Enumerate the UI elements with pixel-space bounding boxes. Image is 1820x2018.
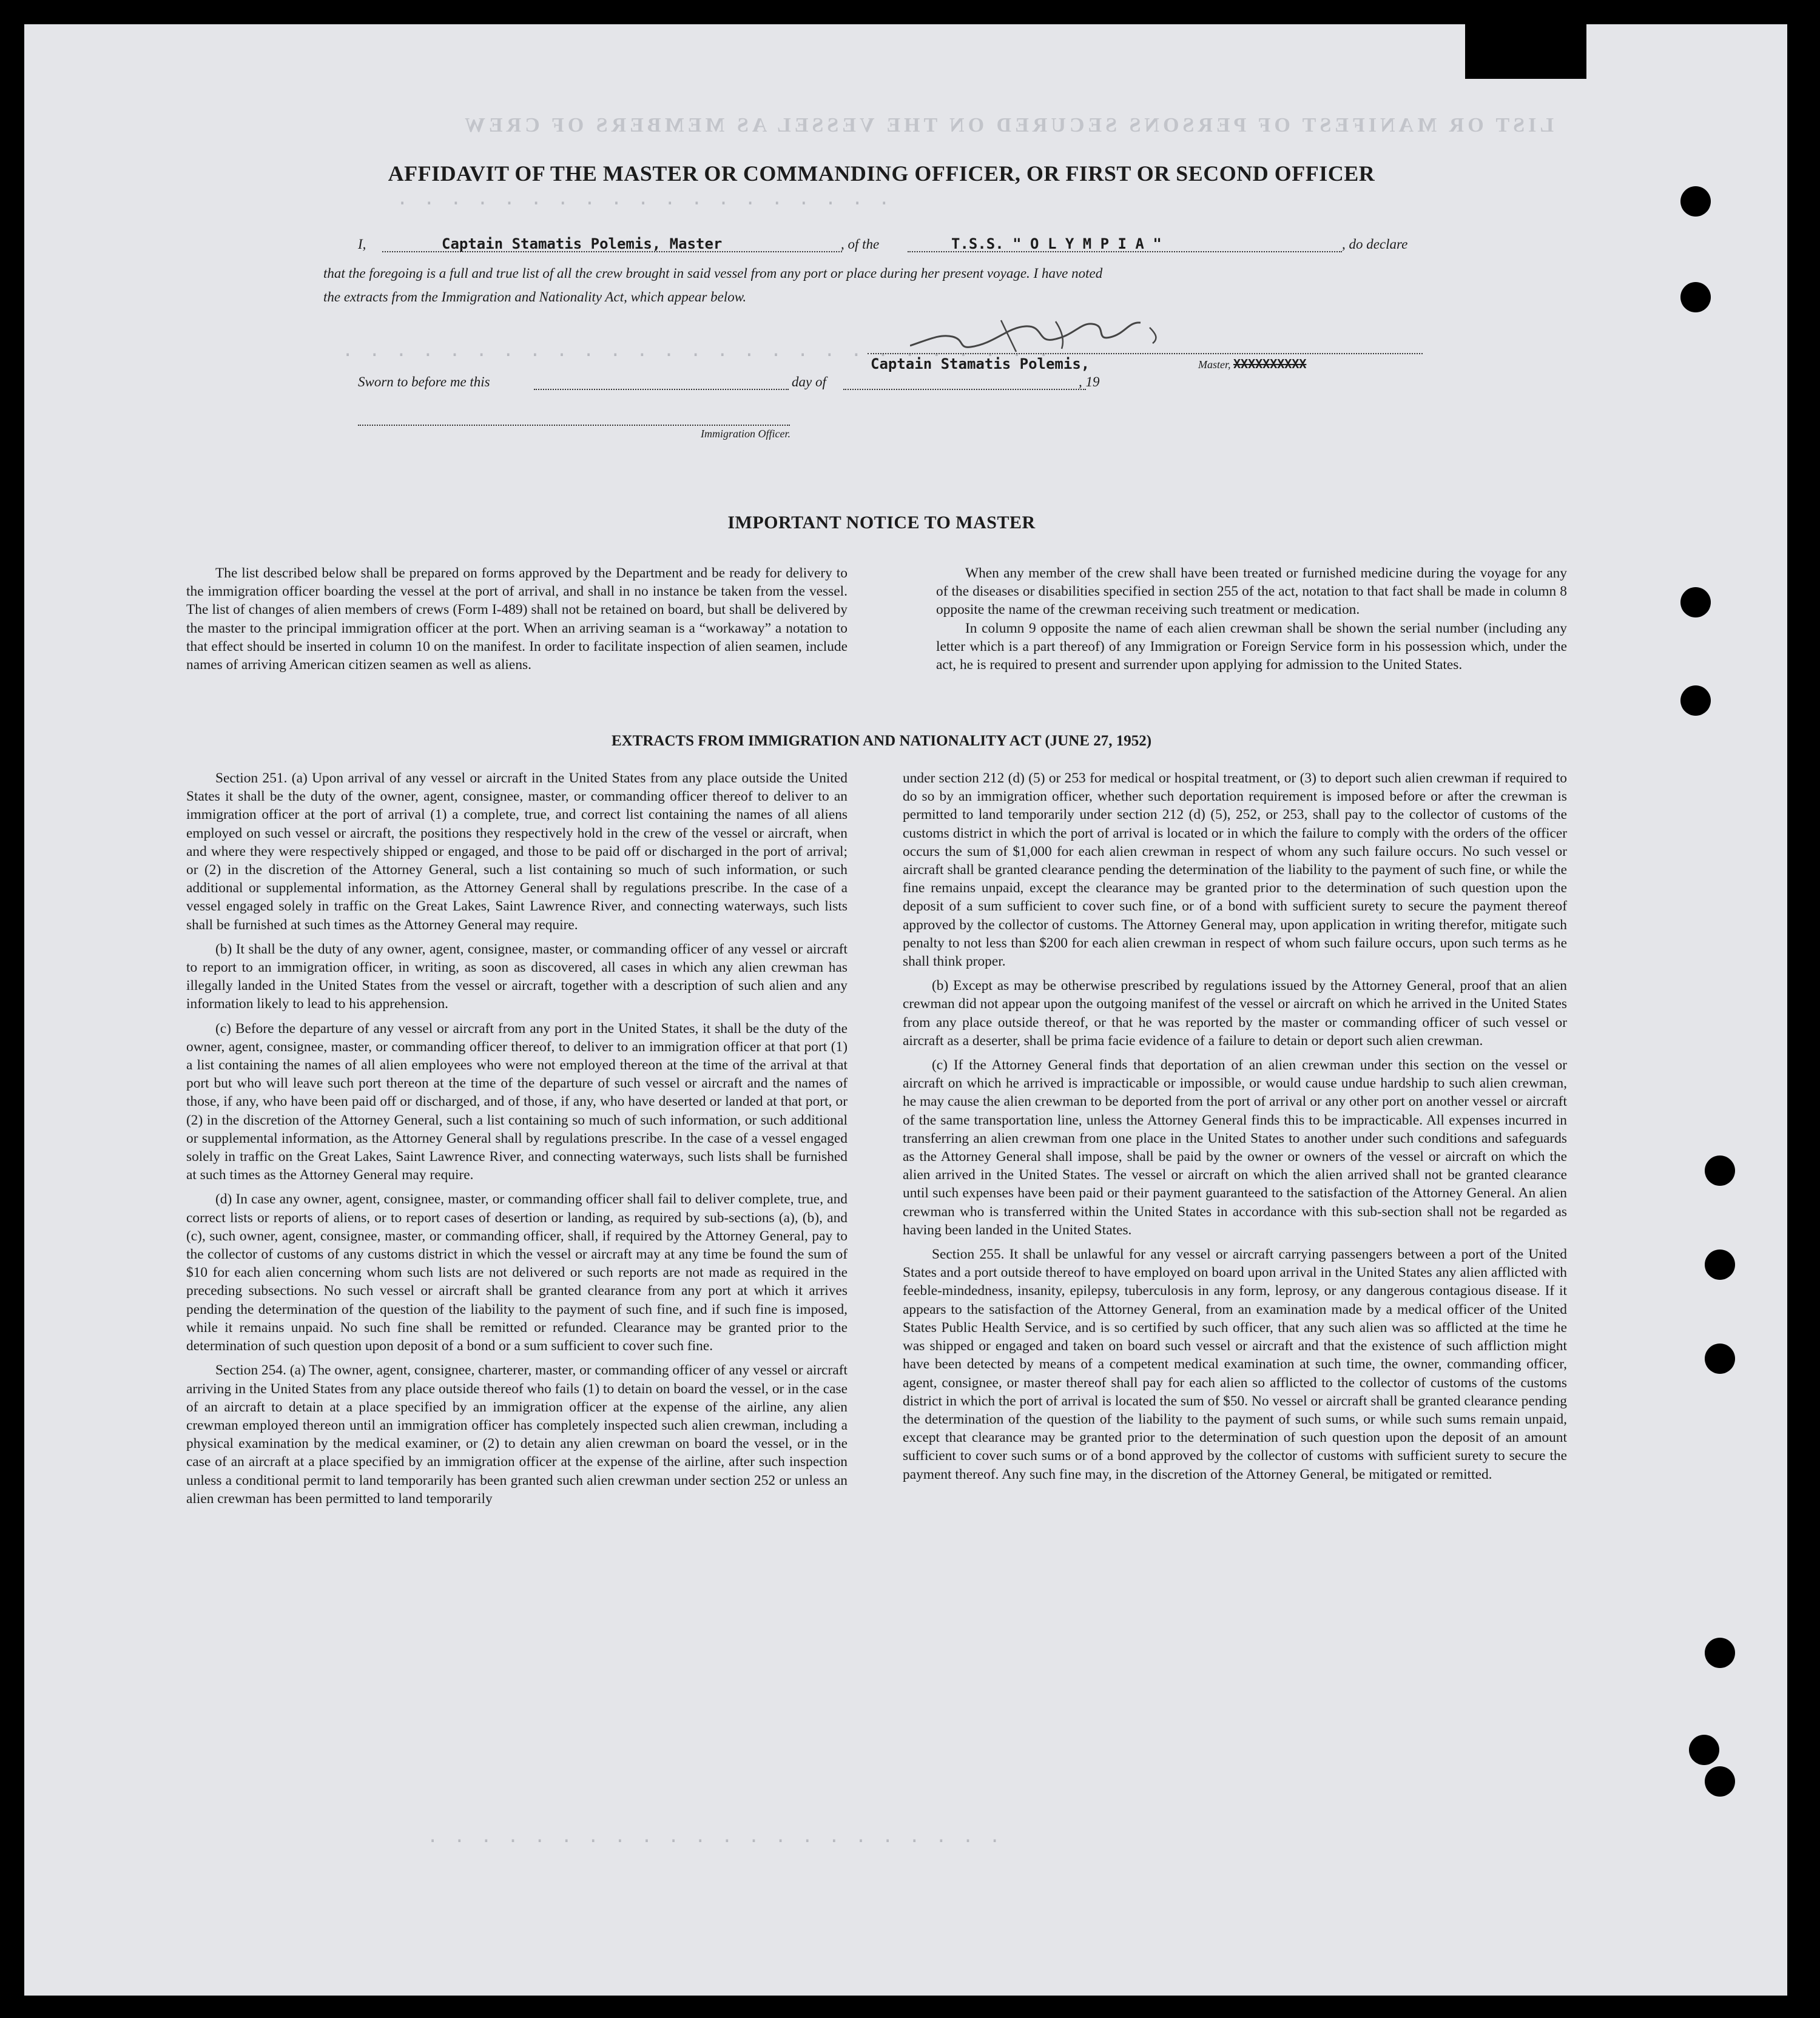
section-251a: Section 251. (a) Upon arrival of any vessel or aircraft in the United States from any place outside the United States it shall be the duty of the owner, agent, consignee, master, or commanding officer thereof to deliver to an immigration officer at the port of arrival (1) a complete, true, and correct list containing the names of all aliens employed on such vessel or aircraft, the positions they respectively hold in the crew of the vessel or aircraft, when and where they were respectively shipped or engaged, and those to be paid off or discharged in the port of arrival; or (2) in the discretion of the Attorney General, such a list containing so much of such information, or such additional or supplemental information, as the Attorney General shall by regulations prescribe. In the case of a vessel engaged solely in traffic on the Great Lakes, Saint Lawrence River, and connecting waterways, such lists shall be furnished at such times as the Attorney General may require. (186, 770, 848, 933)
of-the-label: , of the (841, 237, 880, 252)
notice-paragraph: In column 9 opposite the name of each alien crewman shall be shown the serial number (including any letter which is a part thereof) of any Immigration or Foreign Service form in his possession which, under the act, he is required to present and surrender upon applying for admission to the United States. (936, 620, 1567, 673)
notice-right-column (936, 564, 1567, 680)
signed-name: Captain Stamatis Polemis, (871, 355, 1090, 372)
binder-hole (1689, 1735, 1719, 1765)
immigration-officer-line (358, 425, 790, 426)
binder-hole (1705, 1344, 1735, 1374)
binder-hole (1680, 282, 1711, 312)
month-field (843, 389, 1086, 390)
signature-line (868, 353, 1423, 354)
section-254a: Section 254. (a) The owner, agent, consignee, charterer, master, or commanding officer of any vessel or aircraft arriving in the United States from any place outside thereof who fails (1) to detain on board the vessel, or in the case of an aircraft to detain at a place specified by an immigration officer at the expense of the airline, any alien crewman employed thereon until an immigration officer has completely inspected such alien crewman, including a physical examination by the medical examiner, or (2) to detain any alien crewman on board the vessel, or in the case of an aircraft at a place specified by an immigration officer at the expense of the airline, after such inspection unless a conditional permit to land temporarily has been granted such alien crewman under section 252 or unless an alien crewman has been permitted to land temporarily (186, 1362, 848, 1507)
day-of-label: day of (792, 374, 826, 389)
notice-left-column (186, 564, 848, 680)
sworn-date-field (534, 389, 789, 390)
bleed-through-text: . . . . . . . . . . . . . . . . . . . (394, 188, 890, 209)
bleed-through-heading: LIST OR MANIFEST OF PERSONS SECURED ON THE VESSEL AS MEMBERS OF CREW (461, 114, 1554, 136)
extracts-title: EXTRACTS FROM IMMIGRATION AND NATIONALITY ACT (JUNE 27, 1952) (611, 733, 1152, 749)
extracts-right-column (903, 769, 1567, 1490)
binder-hole (1680, 186, 1711, 217)
i-label: I, (358, 237, 366, 252)
section-254c: (c) If the Attorney General finds that deportation of an alien crewman under this section on the vessel or aircraft on which he arrived is impracticable or impossible, or would cause undue hardship to such alien crewman, he may cause the alien crewman to be deported from the port of arrival or any other port on another vessel or aircraft of the same transportation line, unless the Attorney General finds this to be impracticable. All expenses incurred in transferring an alien crewman from one place in the United States to another under such conditions and safeguards as the Attorney General shall impose, shall be paid by the owner or owners of the vessel or aircraft on which the alien arrived in the United States. The vessel or aircraft on which the alien arrived shall not be granted clearance until such expenses have been paid or their payment guaranteed to the satisfaction of the Attorney General. An alien crewman who is transferred within the United States in accordance with this sub-section shall not be regarded as having been landed in the United States. (903, 1057, 1567, 1238)
declaration-line (358, 237, 366, 252)
binder-hole (1680, 587, 1711, 617)
notice-title: IMPORTANT NOTICE TO MASTER (727, 513, 1036, 533)
sworn-label: Sworn to before me this (358, 374, 490, 389)
notice-paragraph: When any member of the crew shall have been treated or furnished medicine during the voyage for any of the diseases or disabilities specified in section 255 of the act, notation to that fact shall be made in column 8 opposite the name of the crewman receiving such treatment or medication. (936, 565, 1567, 618)
section-254a-cont: under section 212 (d) (5) or 253 for medical or hospital treatment, or (3) to deport such alien crewman if required to do so by an immigration officer, whether such deportation requirement is imposed before or after the crewman is permitted to land temporarily under section 212 (d) (5), 252, or 253, shall pay to the collector of customs of the customs district in which the port of arrival is located or in which the failure to comply with the orders of the officer occurs the sum of $1,000 for each alien crewman in respect of whom any such failure occurs. No such vessel or aircraft shall be granted clearance pending the determination of the liability to the payment of such fine, or while the fine remains unpaid, except the clearance may be granted prior to the determination of such question upon the deposit of a sum sufficient to cover such fine, or of a bond with sufficient surety to secure the payment thereof approved by the collector of customs. The Attorney General may, upon application in writing therefor, mitigate such penalty to not less than $200 for each alien crewman in respect of whom such failure occurs, upon such terms as he shall think proper. (903, 770, 1567, 970)
notice-paragraph: The list described below shall be prepared on forms approved by the Department and be ready for delivery to the immigration officer boarding the vessel at the port of arrival, and shall in no instance be taken from the vessel. The list of changes of alien members of crews (Form I-489) shall not be retained on board, but shall be delivered by the master to the principal immigration officer at the port. When an arriving seaman is a “workaway” a notation to that effect should be inserted in column 10 on the manifest. In order to facilitate inspection of alien seamen, include names of arriving American citizen seamen as well as aliens. (186, 565, 848, 673)
do-declare-label: , do declare (1342, 237, 1408, 252)
year-label: , 19 (1079, 374, 1100, 389)
extracts-left-column (186, 769, 848, 1514)
binder-hole (1680, 685, 1711, 716)
binder-hole (1705, 1249, 1735, 1280)
statement-line-2: the extracts from the Immigration and Nationality Act, which appear below. (323, 289, 747, 304)
immigration-officer-label: Immigration Officer. (701, 428, 790, 440)
master-label-text: Master, (1198, 358, 1231, 371)
handwritten-signature (910, 315, 1189, 358)
vessel-name: T.S.S. " O L Y M P I A " (951, 235, 1162, 252)
master-name: Captain Stamatis Polemis, Master (442, 235, 723, 252)
corner-mark (1465, 24, 1586, 79)
section-251c: (c) Before the departure of any vessel or aircraft from any port in the United States, it shall be the duty of the owner, agent, consignee, master, or commanding officer thereof, to deliver to an immigration officer at that port (1) a list containing the names of all alien employees who were not employed thereon at the time of the arrival at that port but who will leave such port thereon at the time of the departure of such vessel or aircraft and the names of those, if any, who have been paid off or discharged, and of those, if any, who have deserted or landed at that port, or (2) in the discretion of the Attorney General, such a list containing so much of such information, or such additional or supplemental information, as the Attorney General shall by regulations prescribe. In the case of a vessel engaged solely in traffic on the Great Lakes, Saint Lawrence River, and connecting waterways, such lists shall be furnished at such times as the Attorney General may require. (186, 1020, 848, 1183)
section-251d: (d) In case any owner, agent, consignee, master, or commanding officer shall fail to deliver complete, true, and correct lists or reports of aliens, or to report cases of desertion or landing, as required by sub-sections (a), (b), and (c), such owner, agent, consignee, master, or commanding officer, shall, if required by the Attorney General, pay to the collector of customs of any customs district in which the vessel or aircraft may at any time be found the sum of $10 for each alien concerning whom such lists are not delivered or such reports are not made as required in the preceding subsections. No such vessel or aircraft shall be granted clearance from any port at which it arrives pending the determination of the question of the liability to the payment of such fine, and if such fine is imposed, while it remains unpaid. No such fine shall be remitted or refunded. Clearance may be granted prior to the determination of such question upon deposit of a bond or a sum sufficient to cover such fine. (186, 1191, 848, 1354)
statement-line-1: that the foregoing is a full and true list of all the crew brought in said vessel from any port or place during her present voyage. I have noted (323, 266, 1103, 281)
section-254b: (b) Except as may be otherwise prescribed by regulations issued by the Attorney General, proof that an alien crewman did not appear upon the outgoing manifest of the vessel or aircraft on which he arrived in the United States from any place outside thereof, or that he was reported by the master or commanding officer of such vessel or aircraft as a deserter, shall be prima facie evidence of a failure to detain or deport such alien crewman. (903, 978, 1567, 1049)
binder-hole (1705, 1766, 1735, 1797)
bleed-through-text: . . . . . . . . . . . . . . . . . . . . . . (425, 1826, 1000, 1847)
binder-hole (1705, 1638, 1735, 1668)
master-label (1198, 357, 1306, 371)
bleed-through-text: . . . . . . . . . . . . . . . . . . . . . . . . . . . (340, 340, 1050, 361)
affidavit-title: AFFIDAVIT OF THE MASTER OR COMMANDING OFFICER, OR FIRST OR SECOND OFFICER (388, 161, 1375, 186)
binder-hole (1705, 1155, 1735, 1186)
section-255: Section 255. It shall be unlawful for any vessel or aircraft carrying passengers between a port of the United States and a port outside thereof to have employed on board upon arrival in the United States any alien afflicted with feeble-mindedness, insanity, epilepsy, tuberculosis in any form, leprosy, or any dangerous contagious disease. If it appears to the satisfaction of the Attorney General, from an examination made by a medical officer of the United States Public Health Service, and is so certified by such officer, that any such alien was so afflicted at the time he was shipped or engaged and taken on board such vessel or aircraft and that the existence of such affliction might have been detected by means of a competent medical examination at such time, the owner, commanding officer, agent, consignee, or master thereof shall pay for each alien so afflicted to the collector of customs of the customs district in which the port of arrival is located the sum of $50. No vessel or aircraft shall be granted clearance pending the determination of the question of the liability to the payment of such sums, or while such sums remain unpaid, except that clearance may be granted prior to the determination of such question upon the deposit of an amount sufficient to cover such sums or of a bond approved by the collector of customs with sufficient surety to secure the payment thereof. Any such fine may, in the discretion of the Attorney General, be mitigated or remitted. (903, 1246, 1567, 1482)
section-251b: (b) It shall be the duty of any owner, agent, consignee, master, or commanding officer of any vessel or aircraft to report to an immigration officer, in writing, as soon as discovered, all cases in which any alien crewman has illegally landed in the United States from the vessel or aircraft, together with a description of such alien and any information likely to lead to his apprehension. (186, 941, 848, 1012)
master-struck: XXXXXXXXXX (1233, 357, 1307, 371)
